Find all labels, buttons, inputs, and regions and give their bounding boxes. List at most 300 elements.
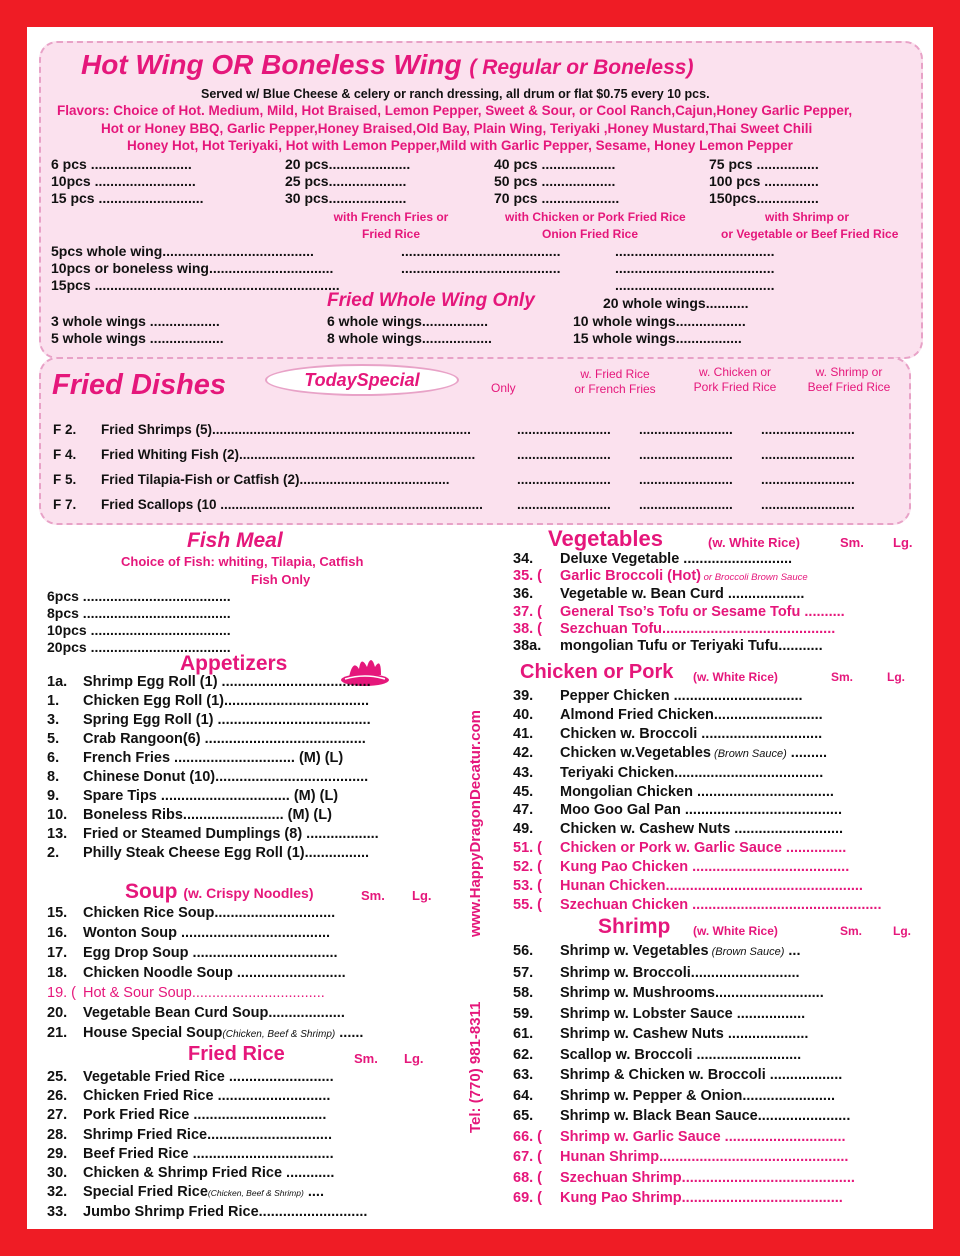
- item-name: Shrimp w. Black Bean Sauce.......................: [560, 1108, 851, 1124]
- dots: .........................................: [401, 243, 561, 259]
- fried-header-chicken: [687, 365, 783, 395]
- menu-row: [47, 923, 363, 943]
- whole-wing-line: 10 whole wings..................: [573, 313, 746, 329]
- chicken-subtitle: (w. White Rice): [693, 670, 778, 684]
- item-number: 2.: [47, 845, 60, 861]
- item-name: Szechuan Chicken ...............................................: [560, 896, 882, 913]
- shrimp-sm-label: Sm.: [840, 924, 863, 938]
- fish-choice: Choice of Fish: whiting, Tilapia, Catfish: [121, 554, 364, 569]
- item-number: 43.: [513, 764, 534, 781]
- item-name: Moo Goo Gal Pan .......................................: [560, 802, 842, 819]
- fried-header-rice: [567, 367, 663, 397]
- item-name: Shrimp w. Garlic Sauce ..............................: [560, 1128, 846, 1145]
- item-name: Scallop w. Broccoli ..........................: [560, 1046, 802, 1063]
- menu-row: [513, 858, 882, 877]
- dots: .........................................: [615, 277, 775, 293]
- item-name: Hunan Chicken.................................................: [560, 878, 863, 895]
- fried-rice-list: [47, 1068, 367, 1223]
- item-number: 36.: [513, 586, 534, 603]
- item-number: 51. (: [513, 840, 543, 857]
- item-name: Garlic Broccoli (Hot): [560, 568, 701, 585]
- item-number: 3.: [47, 712, 60, 728]
- whole-wing-line: 15pcs ...............................................................: [51, 277, 340, 293]
- menu-row: [513, 941, 855, 963]
- item-number: 29.: [47, 1145, 68, 1162]
- menu-row: [47, 983, 363, 1003]
- item-number: 1.: [47, 693, 60, 709]
- menu-row: [47, 787, 379, 806]
- item-name: Almond Fried Chicken...........................: [560, 706, 823, 723]
- item-name: Szechuan Shrimp...........................................: [560, 1169, 855, 1186]
- item-name: Shrimp w. Vegetables: [560, 943, 709, 959]
- whole-wing-20: 20 whole wings...........: [603, 295, 749, 311]
- item-name: Chicken w. Broccoli ..............................: [560, 725, 823, 742]
- item-number: 61.: [513, 1026, 534, 1042]
- item-name: Fried Tilapia-Fish or Catfish (2)........................................: [101, 472, 450, 487]
- soup-header: [125, 880, 314, 904]
- whole-wing-dots-2: [615, 243, 774, 294]
- menu-row: [513, 963, 855, 984]
- dots: .........................: [761, 447, 855, 462]
- website-vertical: www.HappyDragonDecatur.com: [467, 710, 484, 937]
- item-number: 37. (: [513, 603, 543, 620]
- item-name: Fried Scallops (10 ......................................................................: [101, 497, 483, 512]
- wing-price-line: 30 pcs....................: [285, 190, 407, 206]
- menu-row: [513, 820, 882, 839]
- item-number: 28.: [47, 1126, 68, 1143]
- menu-row: [513, 551, 845, 568]
- menu-row: [47, 806, 379, 825]
- item-number: 8.: [47, 769, 60, 785]
- header-line: Pork Fried Rice: [693, 380, 777, 394]
- menu-row: [47, 825, 379, 844]
- appetizers-list: [47, 673, 379, 863]
- veg-title: Vegetables: [548, 526, 663, 551]
- whole-wing-line: 3 whole wings ..................: [51, 313, 220, 329]
- wing-col-3: [494, 156, 619, 207]
- rice-sm-label: Sm.: [354, 1051, 378, 1066]
- menu-row: [513, 1106, 855, 1127]
- menu-row: [513, 621, 845, 638]
- fish-list: [47, 588, 231, 656]
- item-number: 52. (: [513, 859, 543, 876]
- item-number: F 7.: [53, 497, 77, 512]
- item-number: 10.: [47, 807, 68, 823]
- dots: .........................: [517, 497, 611, 512]
- whole-wing-only-title: Fried Whole Wing Only: [327, 290, 535, 311]
- menu-row: [47, 1106, 367, 1125]
- item-number: 13.: [47, 826, 68, 842]
- menu-row: [47, 730, 379, 749]
- soup-sm-label: Sm.: [361, 888, 385, 903]
- item-name: Egg Drop Soup ....................................: [83, 945, 338, 961]
- menu-row: [513, 744, 882, 764]
- item-number: F 4.: [53, 447, 77, 462]
- shrimp-list: [513, 941, 855, 1209]
- shrimp-lg-label: Lg.: [893, 924, 911, 938]
- fish-price-line: 8pcs ......................................: [47, 605, 231, 621]
- menu-row: [47, 1126, 367, 1145]
- item-name: French Fries .............................. (M) (L): [83, 750, 344, 766]
- item-name: Special Fried Rice: [83, 1184, 208, 1201]
- item-name: Chinese Donut (10)......................................: [83, 769, 369, 785]
- item-name: Chicken Rice Soup..............................: [83, 905, 336, 921]
- item-number: 64.: [513, 1087, 534, 1104]
- dots: .........................: [517, 422, 611, 437]
- item-number: 69. (: [513, 1190, 543, 1206]
- item-number: 45.: [513, 783, 534, 800]
- menu-row: [513, 687, 882, 706]
- fried-header-only: Only: [491, 381, 516, 395]
- fish-price-line: 20pcs ....................................: [47, 639, 231, 655]
- veg-lg-label: Lg.: [893, 535, 913, 550]
- note-line: with French Fries or: [333, 210, 449, 224]
- wing-price-line: 25 pcs....................: [285, 173, 407, 189]
- item-name: Shrimp & Chicken w. Broccoli ..................: [560, 1067, 843, 1083]
- fish-price-line: 10pcs ....................................: [47, 622, 231, 638]
- rice-lg-label: Lg.: [404, 1051, 424, 1066]
- menu-row: [513, 1147, 855, 1168]
- header-line: w. Shrimp or: [815, 365, 883, 379]
- wing-note-chicken: [505, 209, 686, 243]
- veg-subtitle: (w. White Rice): [708, 535, 800, 550]
- item-name: Fried Shrimps (5).....................................................................: [101, 422, 471, 437]
- wing-price-line: 6 pcs ..........................: [51, 156, 192, 172]
- dots: .........................: [639, 422, 733, 437]
- header-line: Beef Fried Rice: [807, 380, 891, 394]
- dots: .........................................: [615, 260, 775, 276]
- item-number: 42.: [513, 744, 534, 761]
- soup-subtitle: (w. Crispy Noodles): [183, 885, 314, 901]
- fried-col-chicken: [761, 417, 855, 517]
- whole-wing-col-3: [573, 313, 746, 347]
- menu-row: [47, 1003, 363, 1023]
- item-number: 16.: [47, 925, 68, 941]
- whole-wing-list: [51, 243, 340, 294]
- chicken-title: Chicken or Pork: [520, 661, 674, 683]
- whole-wing-col-1: [51, 313, 224, 347]
- item-name: Wonton Soup .....................................: [83, 925, 331, 941]
- item-number: F 2.: [53, 422, 77, 437]
- phone-vertical: Tel: (770) 981-8311: [467, 1001, 484, 1133]
- menu-row: [47, 1203, 367, 1222]
- veg-list: [513, 551, 845, 655]
- item-name: Deluxe Vegetable ...........................: [560, 551, 793, 567]
- item-number: 5.: [47, 731, 60, 747]
- item-number: 66. (: [513, 1128, 543, 1145]
- soup-list: [47, 903, 363, 1045]
- fried-items: [53, 417, 483, 517]
- dots: .........................: [517, 447, 611, 462]
- item-tail: ....: [303, 1184, 324, 1201]
- item-name: Spare Tips ................................ (M) (L): [83, 788, 339, 804]
- menu-row: [513, 764, 882, 783]
- item-number: 9.: [47, 788, 60, 804]
- menu-row: [513, 725, 882, 744]
- item-number: 30.: [47, 1165, 68, 1182]
- item-number: 62.: [513, 1046, 534, 1063]
- menu-row: [47, 1145, 367, 1164]
- item-number: 67. (: [513, 1149, 543, 1165]
- fried-item-row: [53, 492, 483, 517]
- wing-note-fries: [331, 209, 451, 243]
- wing-price-line: 15 pcs ...........................: [51, 190, 204, 206]
- item-number: 59.: [513, 1005, 534, 1022]
- wing-price-line: 70 pcs ....................: [494, 190, 620, 206]
- item-number: F 5.: [53, 472, 77, 487]
- item-name: Chicken Fried Rice ............................: [83, 1088, 331, 1105]
- menu-row: [47, 1087, 367, 1106]
- item-number: 26.: [47, 1088, 68, 1105]
- menu-row: [513, 706, 882, 725]
- item-name: Pepper Chicken ................................: [560, 688, 803, 704]
- header-line: or French Fries: [574, 382, 656, 396]
- menu-row: [513, 586, 845, 603]
- item-name: Pork Fried Rice .................................: [83, 1107, 327, 1124]
- item-number: 6.: [47, 750, 60, 766]
- dots: .........................: [761, 472, 855, 487]
- menu-row: [47, 1183, 367, 1203]
- item-number: 38. (: [513, 620, 543, 637]
- menu-row: [513, 839, 882, 858]
- appetizers-title: Appetizers: [180, 652, 288, 675]
- fried-item-row: [53, 417, 483, 442]
- item-name: Fried Whiting Fish (2)...............................................................: [101, 447, 476, 462]
- today-special-badge: [265, 364, 459, 396]
- fried-rice-title: Fried Rice: [188, 1043, 285, 1065]
- item-name: Shrimp w. Lobster Sauce .................: [560, 1005, 806, 1022]
- fried-item-row: [53, 467, 483, 492]
- wing-subtitle: ( Regular or Boneless): [469, 56, 694, 79]
- item-number: 65.: [513, 1108, 534, 1124]
- note-line: with Chicken or Pork Fried Rice: [505, 210, 686, 224]
- chicken-sm-label: Sm.: [831, 670, 854, 684]
- item-number: 57.: [513, 964, 534, 981]
- item-note: (Brown Sauce): [708, 946, 785, 958]
- dots: .........................: [761, 422, 855, 437]
- item-number: 21.: [47, 1025, 68, 1041]
- menu-row: [513, 1024, 855, 1045]
- item-number: 39.: [513, 688, 534, 704]
- wing-col-2: [285, 156, 410, 207]
- menu-row: [47, 844, 379, 863]
- wing-price-line: 150pcs................: [709, 190, 819, 206]
- item-name: Vegetable Fried Rice ..........................: [83, 1069, 334, 1085]
- item-name: Chicken w.Vegetables: [560, 744, 711, 761]
- menu-row: [513, 1065, 855, 1086]
- item-name: Shrimp w. Mushrooms...........................: [560, 985, 824, 1001]
- item-name: Chicken or Pork w. Garlic Sauce ...............: [560, 840, 847, 857]
- wing-col-1: [51, 156, 204, 207]
- dots: .........................................: [401, 260, 561, 276]
- menu-row: [513, 1086, 855, 1107]
- wing-price-line: 10pcs ..........................: [51, 173, 196, 189]
- wing-price-line: 100 pcs ..............: [709, 173, 819, 189]
- dots: .........................: [517, 472, 611, 487]
- item-number: 32.: [47, 1184, 68, 1201]
- soup-lg-label: Lg.: [412, 888, 432, 903]
- whole-wing-line: 5pcs whole wing.......................................: [51, 243, 314, 259]
- menu-row: [47, 711, 379, 730]
- item-number: 56.: [513, 943, 534, 959]
- dots: .........................: [639, 447, 733, 462]
- item-number: 35. (: [513, 568, 543, 585]
- item-note: (Chicken, Beef & Shrimp): [222, 1029, 336, 1040]
- menu-row: [47, 749, 379, 768]
- item-name: Vegetable Bean Curd Soup...................: [83, 1005, 345, 1021]
- item-name: Vegetable w. Bean Curd ...................: [560, 586, 805, 603]
- menu-row: [47, 768, 379, 787]
- item-name: Philly Steak Cheese Egg Roll (1)................: [83, 845, 370, 861]
- item-note: (Chicken, Beef & Shrimp): [207, 1188, 304, 1199]
- item-number: 19. (: [47, 985, 77, 1001]
- chicken-list: [513, 687, 882, 915]
- item-name: Hot & Sour Soup.................................: [83, 985, 325, 1001]
- wing-flavors-2: Hot or Honey BBQ, Garlic Pepper,Honey Braised,Old Bay, Plain Wing, Teriyaki ,Honey Mustard,Thai Sweet Chili: [101, 121, 813, 136]
- menu-row: [513, 638, 845, 655]
- item-name: House Special Soup: [83, 1025, 223, 1041]
- dots: .........................: [639, 472, 733, 487]
- item-name: Fried or Steamed Dumplings (8) ..................: [83, 826, 379, 842]
- menu-row: [513, 1188, 855, 1209]
- item-number: 53. (: [513, 878, 543, 895]
- veg-sm-label: Sm.: [840, 535, 864, 550]
- item-name: Hunan Shrimp...............................................: [560, 1149, 849, 1165]
- menu-row: [47, 963, 363, 983]
- today-special-text: TodaySpecial: [304, 370, 420, 390]
- item-name: Chicken Noodle Soup ...........................: [83, 965, 346, 981]
- menu-row: [513, 1127, 855, 1148]
- item-number: 1a.: [47, 674, 68, 690]
- soup-title: Soup: [125, 880, 178, 903]
- item-name: Jumbo Shrimp Fried Rice...........................: [83, 1204, 368, 1221]
- note-line: Fried Rice: [361, 227, 421, 241]
- item-name: mongolian Tufu or Teriyaki Tufu...........: [560, 638, 823, 655]
- menu-row: [513, 604, 845, 621]
- item-number: 38a.: [513, 638, 542, 655]
- note-line: with Shrimp or: [765, 210, 849, 224]
- item-note: (Brown Sauce): [710, 747, 787, 760]
- item-name: Beef Fried Rice ...................................: [83, 1145, 334, 1162]
- fish-price-line: 6pcs ......................................: [47, 588, 231, 604]
- item-name: Shrimp w. Cashew Nuts ....................: [560, 1026, 809, 1042]
- item-name: Sezchuan Tofu...........................................: [560, 620, 836, 637]
- item-tail: ...: [784, 943, 801, 959]
- whole-wing-line: 10pcs or boneless wing................................: [51, 260, 334, 276]
- item-note: or Broccoli Brown Sauce: [701, 572, 808, 584]
- shrimp-subtitle: (w. White Rice): [693, 924, 778, 938]
- note-line: Onion Fried Rice: [541, 227, 638, 241]
- item-name: Mongolian Chicken ..................................: [560, 783, 834, 800]
- wing-col-4: [709, 156, 819, 207]
- whole-wing-dots-1: [401, 243, 560, 277]
- menu-row: [513, 983, 855, 1004]
- item-name: Kung Pao Shrimp........................................: [560, 1190, 843, 1206]
- item-name: Spring Egg Roll (1) ......................................: [83, 712, 371, 728]
- whole-wing-line: 8 whole wings..................: [327, 330, 492, 346]
- menu-page: [27, 27, 933, 1229]
- header-line: w. Chicken or: [698, 365, 772, 379]
- item-number: 68. (: [513, 1169, 543, 1186]
- item-number: 41.: [513, 725, 534, 742]
- item-tail: .........: [786, 744, 828, 761]
- whole-wing-line: 15 whole wings.................: [573, 330, 742, 346]
- fried-col-rice: [639, 417, 733, 517]
- menu-row: [47, 1164, 367, 1183]
- menu-row: [513, 1045, 855, 1066]
- fried-dishes-title: Fried Dishes: [52, 369, 227, 401]
- dots: .........................: [761, 497, 855, 512]
- wing-flavors-1: Flavors: Choice of Hot. Medium, Mild, Hot Braised, Lemon Pepper, Sweet & Sour, or Cool Ranch,Cajun,Honey Garlic Pepper,: [57, 103, 853, 118]
- item-number: 34.: [513, 551, 534, 567]
- item-number: 47.: [513, 802, 534, 819]
- item-number: 20.: [47, 1005, 68, 1021]
- fried-header-shrimp: [801, 365, 897, 395]
- item-name: Shrimp Fried Rice...............................: [83, 1126, 332, 1143]
- item-name: Boneless Ribs......................... (M) (L): [83, 807, 332, 823]
- wing-flavors-3: Honey Hot, Hot Teriyaki, Hot with Lemon Pepper,Mild with Garlic Pepper, Sesame, Honey Lemon Pepper: [127, 138, 793, 153]
- dots: .........................: [639, 497, 733, 512]
- menu-row: [513, 877, 882, 896]
- item-name: General Tso’s Tofu or Sesame Tofu ..........: [560, 603, 845, 620]
- item-name: Shrimp w. Pepper & Onion.......................: [560, 1087, 835, 1104]
- wing-served: Served w/ Blue Cheese & celery or ranch dressing, all drum or flat $0.75 every 10 pcs.: [201, 87, 710, 101]
- item-name: Chicken Egg Roll (1)....................................: [83, 693, 370, 709]
- wing-price-line: 50 pcs ...................: [494, 173, 616, 189]
- item-number: 55. (: [513, 896, 543, 913]
- item-name: Shrimp Egg Roll (1) .....................................: [83, 674, 371, 690]
- whole-wing-line: 5 whole wings ...................: [51, 330, 224, 346]
- item-number: 25.: [47, 1069, 68, 1085]
- shrimp-title: Shrimp: [598, 915, 671, 938]
- item-name: Chicken & Shrimp Fried Rice ............: [83, 1165, 335, 1182]
- wing-price-line: 20 pcs.....................: [285, 156, 411, 172]
- wing-price-line: 75 pcs ................: [709, 156, 819, 172]
- chicken-lg-label: Lg.: [887, 670, 905, 684]
- fried-col-only: [517, 417, 611, 517]
- item-number: 40.: [513, 706, 534, 723]
- header-line: w. Fried Rice: [580, 367, 650, 381]
- wing-title: [81, 49, 693, 81]
- menu-row: [513, 896, 882, 915]
- wing-note-shrimp: [721, 209, 899, 243]
- item-number: 63.: [513, 1067, 534, 1083]
- whole-wing-line: 6 whole wings.................: [327, 313, 489, 329]
- menu-row: [513, 568, 845, 586]
- menu-row: [47, 1023, 363, 1045]
- wing-title-text: Hot Wing OR Boneless Wing: [81, 49, 462, 80]
- menu-row: [513, 783, 882, 802]
- menu-row: [47, 1068, 367, 1087]
- dots: .........................................: [615, 243, 775, 259]
- menu-row: [513, 1004, 855, 1025]
- menu-row: [47, 943, 363, 963]
- note-line: or Vegetable or Beef Fried Rice: [721, 227, 899, 241]
- item-number: 27.: [47, 1107, 68, 1124]
- item-number: 49.: [513, 821, 534, 838]
- fried-item-row: [53, 442, 483, 467]
- menu-row: [513, 1168, 855, 1189]
- menu-row: [47, 692, 379, 711]
- whole-wing-col-2: [327, 313, 492, 347]
- fish-only: Fish Only: [251, 572, 311, 587]
- item-name: Chicken w. Cashew Nuts ...........................: [560, 821, 844, 838]
- fish-meal-title: Fish Meal: [187, 529, 283, 552]
- menu-row: [47, 903, 363, 923]
- menu-row: [513, 801, 882, 820]
- item-number: 58.: [513, 985, 534, 1001]
- wing-price-line: 40 pcs ...................: [494, 156, 616, 172]
